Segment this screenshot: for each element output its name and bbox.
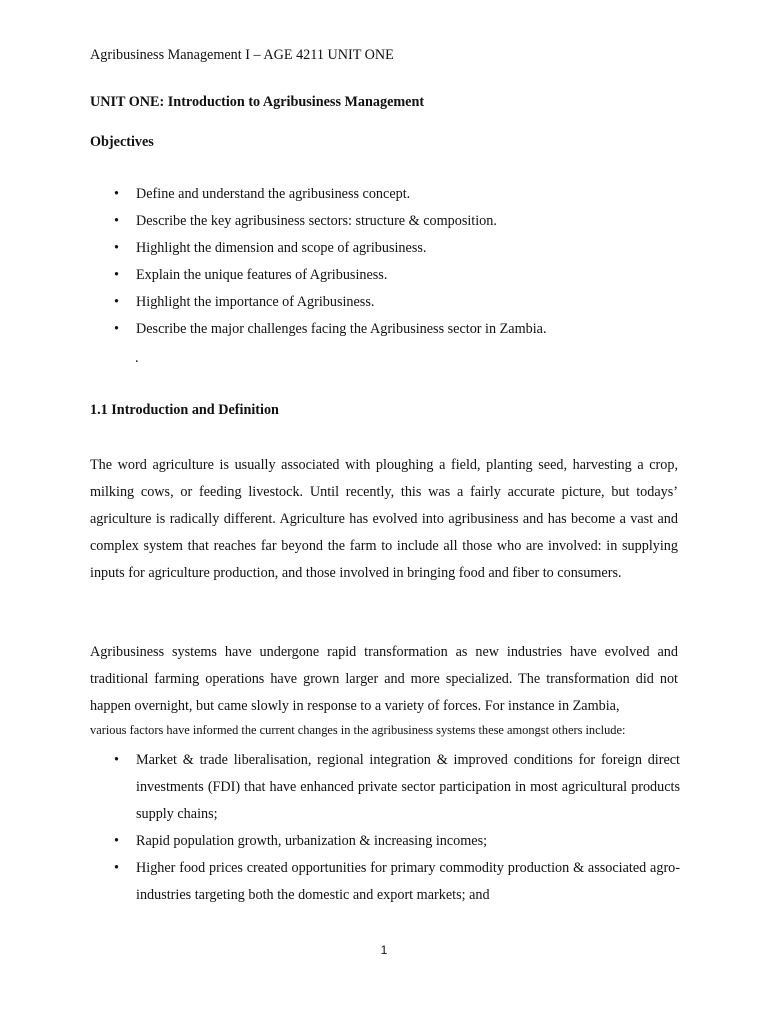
running-header: Agribusiness Management I – AGE 4211 UNIT ONE xyxy=(90,47,394,63)
list-item-text: Highlight the dimension and scope of agribusiness. xyxy=(136,240,427,256)
list-item-text: Describe the major challenges facing the Agribusiness sector in Zambia. xyxy=(136,321,547,337)
factors-intro-line: various factors have informed the current changes in the agribusiness systems these amongst others include: xyxy=(90,723,626,737)
unit-title: UNIT ONE: Introduction to Agribusiness Management xyxy=(90,94,425,110)
list-item-text: Explain the unique features of Agribusiness. xyxy=(136,267,388,283)
list-item xyxy=(90,239,680,266)
list-item xyxy=(90,293,680,320)
list-item xyxy=(90,855,680,909)
intro-paragraph: The word agriculture is usually associated with ploughing a field, planting seed, harvesting a crop, milking cows, or feeding livestock. Until recently, this was a fairly accurate picture, but todays’ agriculture is radically different. Agriculture has evolved into agribusiness and has become a vast and complex system that reaches far beyond the farm to include all those who are involved: in supplying inputs for agriculture production, and those involved in bringing food and fiber to consumers. xyxy=(90,457,678,581)
transformation-paragraph: Agribusiness systems have undergone rapid transformation as new industries have evolved and traditional farming operations have grown larger and more specialized. The transformation did not happen overnight, but came slowly in response to a variety of forces. For instance in Zambia, xyxy=(90,644,678,714)
page-number: 1 xyxy=(380,943,388,957)
trailing-period: . xyxy=(135,350,139,366)
list-item-text: Higher food prices created opportunities for primary commodity production & associated agro-industries targeting both the domestic and export markets; and xyxy=(136,860,680,903)
bullet-icon: • xyxy=(114,267,119,283)
objectives-list xyxy=(90,185,680,347)
bullet-icon: • xyxy=(114,860,119,876)
list-item xyxy=(90,212,680,239)
list-item xyxy=(90,266,680,293)
bullet-icon: • xyxy=(114,240,119,256)
bullet-icon: • xyxy=(114,752,119,768)
section-heading: 1.1 Introduction and Definition xyxy=(90,402,279,418)
bullet-icon: • xyxy=(114,833,119,849)
bullet-icon: • xyxy=(114,213,119,229)
list-item xyxy=(90,747,680,828)
bullet-icon: • xyxy=(114,186,119,202)
list-item-text: Rapid population growth, urbanization & increasing incomes; xyxy=(136,833,488,849)
list-item xyxy=(90,185,680,212)
bullet-icon: • xyxy=(114,294,119,310)
list-item-text: Define and understand the agribusiness concept. xyxy=(136,186,411,202)
list-item-text: Highlight the importance of Agribusiness. xyxy=(136,294,375,310)
list-item xyxy=(90,828,680,855)
factors-list xyxy=(90,747,680,909)
objectives-heading: Objectives xyxy=(90,134,154,150)
list-item-text: Market & trade liberalisation, regional integration & improved conditions for foreign direct investments (FDI) that have enhanced private sector participation in most agricultural products supply chains; xyxy=(136,752,680,822)
list-item-text: Describe the key agribusiness sectors: structure & composition. xyxy=(136,213,497,229)
bullet-icon: • xyxy=(114,321,119,337)
list-item xyxy=(90,320,680,347)
